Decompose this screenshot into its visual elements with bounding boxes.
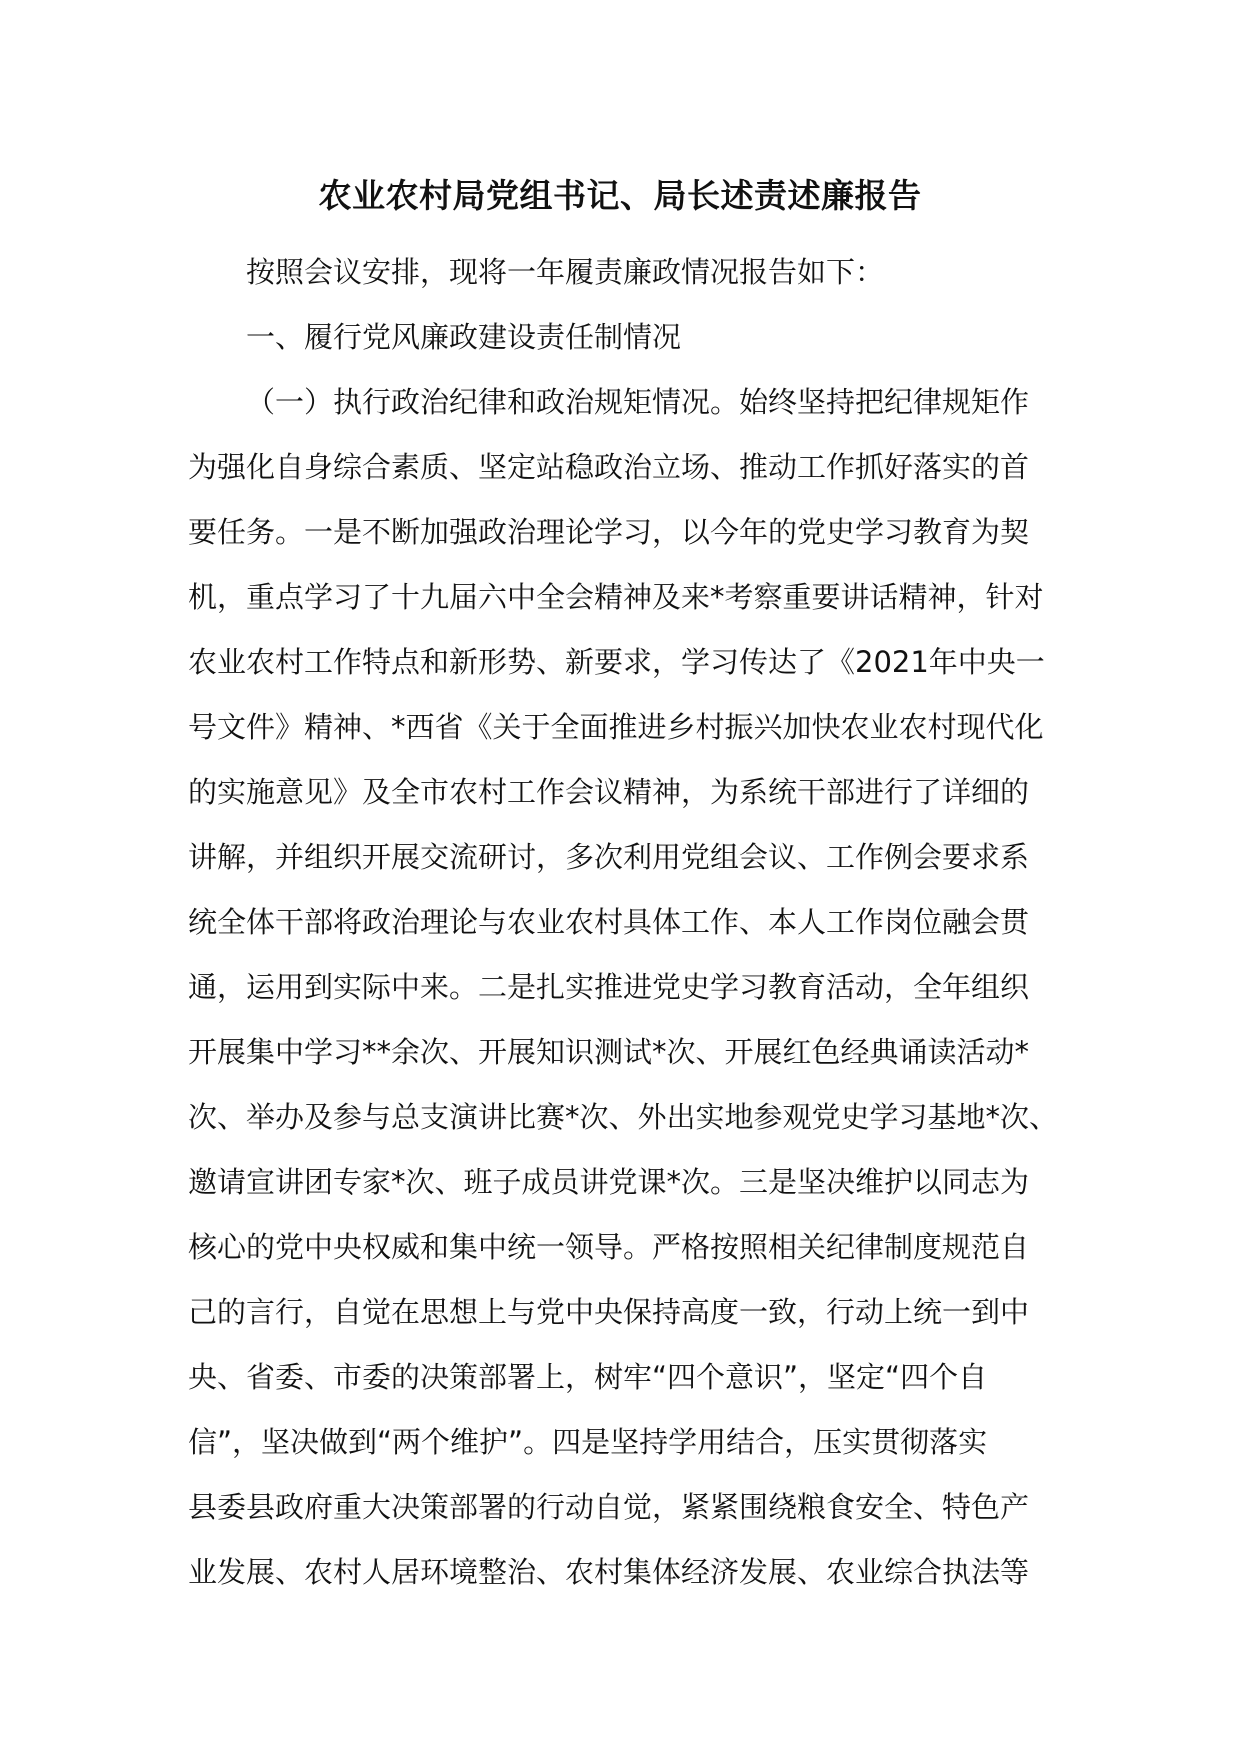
document-title: 农业农村局党组书记、局长述责述廉报告 [318,176,922,215]
body-line: 号文件》精神、*西省《关于全面推进乡村振兴加快农业农村现代化 [188,710,1044,744]
body-line: 为强化自身综合素质、坚定站稳政治立场、推动工作抓好落实的首 [188,450,1030,484]
body-line: 信”，坚决做到“两个维护”。四是坚持学用结合，压实贯彻落实 [188,1425,988,1459]
document-body [188,240,1068,1605]
body-line: 统全体干部将政治理论与农业农村具体工作、本人工作岗位融会贯 [188,905,1030,939]
body-line: 机，重点学习了十九届六中全会精神及来*考察重要讲话精神，针对 [188,580,1044,614]
body-line: 次、举办及参与总支演讲比赛*次、外出实地参观党史学习基地*次、 [188,1100,1059,1134]
body-line: 通，运用到实际中来。二是扎实推进党史学习教育活动，全年组织 [188,970,1030,1004]
body-line: 要任务。一是不断加强政治理论学习，以今年的党史学习教育为契 [188,515,1030,549]
body-line: 讲解，并组织开展交流研讨，多次利用党组会议、工作例会要求系 [188,840,1030,874]
body-line: 己的言行，自觉在思想上与党中央保持高度一致，行动上统一到中 [188,1295,1030,1329]
section-heading-1: 一、履行党风廉政建设责任制情况 [246,320,682,354]
body-line: 邀请宣讲团专家*次、班子成员讲党课*次。三是坚决维护以同志为 [188,1165,1030,1199]
paragraph-intro: 按照会议安排，现将一年履责廉政情况报告如下： [246,255,885,289]
body-line: 央、省委、市委的决策部署上，树牢“四个意识”，坚定“四个自 [188,1360,988,1394]
body-line: 业发展、农村人居环境整治、农村集体经济发展、农业综合执法等 [188,1555,1030,1589]
body-line: （一）执行政治纪律和政治规矩情况。始终坚持把纪律规矩作 [246,385,1030,419]
body-line: 的实施意见》及全市农村工作会议精神，为系统干部进行了详细的 [188,775,1030,809]
body-line: 县委县政府重大决策部署的行动自觉，紧紧围绕粮食安全、特色产 [188,1490,1030,1524]
body-line: 农业农村工作特点和新形势、新要求，学习传达了《2021年中央一 [188,645,1045,679]
body-line: 核心的党中央权威和集中统一领导。严格按照相关纪律制度规范自 [188,1230,1030,1264]
body-line: 开展集中学习**余次、开展知识测试*次、开展红色经典诵读活动* [188,1035,1030,1069]
